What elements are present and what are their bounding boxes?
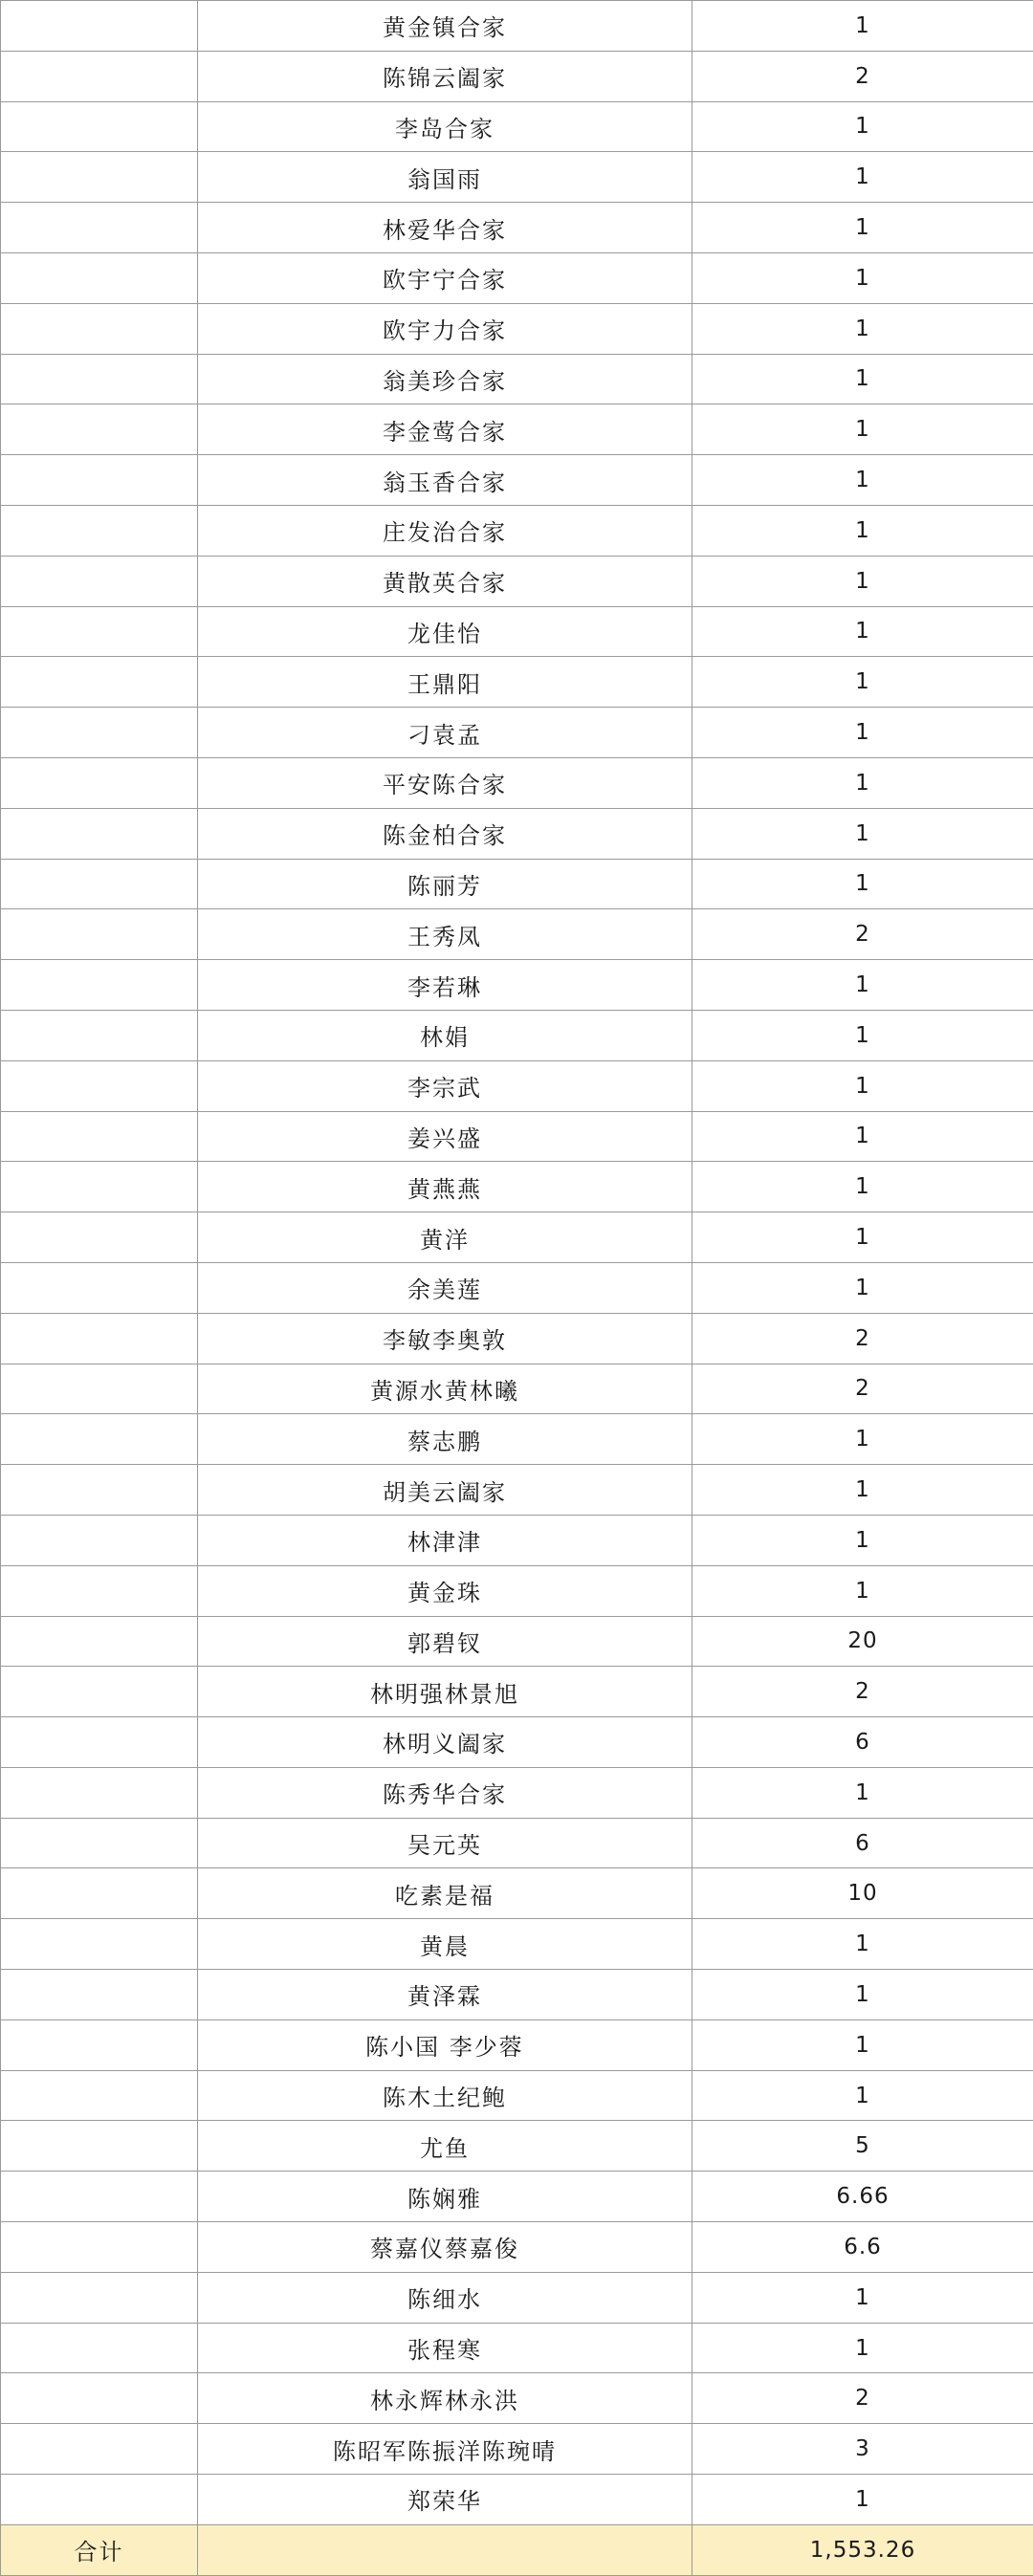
donor-name: 林津津 xyxy=(198,1515,692,1565)
donor-name: 黄金珠 xyxy=(198,1565,692,1616)
donor-name: 王秀凤 xyxy=(198,909,692,960)
row-index-cell xyxy=(1,2222,198,2273)
table-row xyxy=(1,1970,1033,2020)
donation-amount: 2 xyxy=(692,909,1033,960)
table-row xyxy=(1,303,1033,354)
row-index-cell xyxy=(1,2424,198,2475)
row-index-cell xyxy=(1,404,198,455)
table-row xyxy=(1,2424,1033,2475)
row-index-cell xyxy=(1,2070,198,2121)
donation-amount: 3 xyxy=(692,2424,1033,2475)
row-index-cell xyxy=(1,203,198,253)
row-index-cell xyxy=(1,252,198,303)
row-index-cell xyxy=(1,1717,198,1768)
donor-name: 庄发治合家 xyxy=(198,505,692,556)
row-index-cell xyxy=(1,960,198,1011)
donor-name: 欧宇宁合家 xyxy=(198,252,692,303)
row-index-cell xyxy=(1,1060,198,1111)
donor-name: 黄散英合家 xyxy=(198,556,692,606)
donation-amount: 1 xyxy=(692,1060,1033,1111)
table-row xyxy=(1,152,1033,203)
donation-amount: 1 xyxy=(692,1162,1033,1212)
table-row xyxy=(1,1919,1033,1970)
donation-amount: 1 xyxy=(692,252,1033,303)
table-row xyxy=(1,1717,1033,1768)
total-label: 合计 xyxy=(1,2524,198,2575)
row-index-cell xyxy=(1,757,198,808)
donation-amount: 10 xyxy=(692,1868,1033,1919)
table-row xyxy=(1,2121,1033,2172)
donation-amount: 1 xyxy=(692,808,1033,859)
donor-name: 林娟 xyxy=(198,1010,692,1060)
donation-amount: 2 xyxy=(692,1667,1033,1717)
donation-amount: 1 xyxy=(692,1010,1033,1060)
donation-amount: 1 xyxy=(692,101,1033,152)
total-name xyxy=(198,2524,692,2575)
row-index-cell xyxy=(1,1465,198,1516)
donor-name: 陈丽芳 xyxy=(198,859,692,909)
donation-amount: 5 xyxy=(692,2121,1033,2172)
donor-name: 吴元英 xyxy=(198,1818,692,1868)
row-index-cell xyxy=(1,1868,198,1919)
table-row xyxy=(1,1162,1033,1212)
donation-amount: 1 xyxy=(692,2070,1033,2121)
row-index-cell xyxy=(1,1970,198,2020)
row-index-cell xyxy=(1,556,198,606)
donation-amount: 1 xyxy=(692,1,1033,52)
row-index-cell xyxy=(1,909,198,960)
table-row xyxy=(1,1111,1033,1162)
table-row xyxy=(1,2019,1033,2070)
donor-name: 陈木土纪鲍 xyxy=(198,2070,692,2121)
table-row xyxy=(1,708,1033,758)
donor-name: 李若琳 xyxy=(198,960,692,1011)
donor-name: 黄源水黄林曦 xyxy=(198,1364,692,1414)
table-row xyxy=(1,1212,1033,1263)
donor-name: 郭碧钗 xyxy=(198,1616,692,1667)
row-index-cell xyxy=(1,51,198,101)
row-index-cell xyxy=(1,1313,198,1364)
donor-name: 龙佳怡 xyxy=(198,606,692,657)
row-index-cell xyxy=(1,1414,198,1465)
donation-amount: 1 xyxy=(692,859,1033,909)
table-row xyxy=(1,808,1033,859)
donation-amount: 1 xyxy=(692,1465,1033,1516)
table-row xyxy=(1,757,1033,808)
table-row xyxy=(1,909,1033,960)
table-row xyxy=(1,657,1033,708)
row-index-cell xyxy=(1,2475,198,2525)
donation-amount: 2 xyxy=(692,51,1033,101)
table-row xyxy=(1,404,1033,455)
donation-amount: 2 xyxy=(692,1313,1033,1364)
donation-amount: 1 xyxy=(692,455,1033,506)
donation-amount: 1 xyxy=(692,1515,1033,1565)
donation-amount: 1 xyxy=(692,2272,1033,2323)
donation-amount: 1 xyxy=(692,1414,1033,1465)
donor-name: 吃素是福 xyxy=(198,1868,692,1919)
donation-amount: 1 xyxy=(692,657,1033,708)
row-index-cell xyxy=(1,1616,198,1667)
table-row xyxy=(1,2475,1033,2525)
table-row xyxy=(1,2172,1033,2222)
donor-name: 陈昭军陈振洋陈琬晴 xyxy=(198,2424,692,2475)
table-row xyxy=(1,2323,1033,2373)
table-row xyxy=(1,1465,1033,1516)
table-row xyxy=(1,1868,1033,1919)
donation-amount: 1 xyxy=(692,757,1033,808)
donation-amount: 1 xyxy=(692,203,1033,253)
row-index-cell xyxy=(1,2172,198,2222)
total-amount: 1,553.26 xyxy=(692,2524,1033,2575)
table-row xyxy=(1,1414,1033,1465)
row-index-cell xyxy=(1,101,198,152)
donor-name: 黄金镇合家 xyxy=(198,1,692,52)
donation-amount: 1 xyxy=(692,354,1033,404)
row-index-cell xyxy=(1,1111,198,1162)
donation-amount: 6 xyxy=(692,1717,1033,1768)
donation-amount: 1 xyxy=(692,2019,1033,2070)
row-index-cell xyxy=(1,455,198,506)
row-index-cell xyxy=(1,808,198,859)
donation-amount: 2 xyxy=(692,1364,1033,1414)
donor-name: 翁国雨 xyxy=(198,152,692,203)
table-row xyxy=(1,252,1033,303)
row-index-cell xyxy=(1,354,198,404)
donation-amount: 1 xyxy=(692,505,1033,556)
donation-amount: 1 xyxy=(692,556,1033,606)
row-index-cell xyxy=(1,505,198,556)
table-row xyxy=(1,1767,1033,1818)
donor-name: 陈娴雅 xyxy=(198,2172,692,2222)
table-row xyxy=(1,1364,1033,1414)
row-index-cell xyxy=(1,303,198,354)
donation-amount: 1 xyxy=(692,1767,1033,1818)
table-row xyxy=(1,1010,1033,1060)
donor-name: 张程寒 xyxy=(198,2323,692,2373)
donor-name: 李岛合家 xyxy=(198,101,692,152)
donation-amount: 20 xyxy=(692,1616,1033,1667)
donor-name: 黄泽霖 xyxy=(198,1970,692,2020)
donor-name: 陈金柏合家 xyxy=(198,808,692,859)
row-index-cell xyxy=(1,1162,198,1212)
donor-name: 李金莺合家 xyxy=(198,404,692,455)
table-row xyxy=(1,606,1033,657)
table-row xyxy=(1,2373,1033,2424)
row-index-cell xyxy=(1,1667,198,1717)
donation-amount: 1 xyxy=(692,708,1033,758)
donor-name: 平安陈合家 xyxy=(198,757,692,808)
row-index-cell xyxy=(1,2323,198,2373)
table-row xyxy=(1,859,1033,909)
donor-name: 李敏李奥敦 xyxy=(198,1313,692,1364)
donor-name: 林永辉林永洪 xyxy=(198,2373,692,2424)
donation-amount: 1 xyxy=(692,2475,1033,2525)
table-row xyxy=(1,1818,1033,1868)
donation-amount: 6 xyxy=(692,1818,1033,1868)
row-index-cell xyxy=(1,152,198,203)
donation-amount: 1 xyxy=(692,1111,1033,1162)
donation-amount: 1 xyxy=(692,1212,1033,1263)
donation-amount: 1 xyxy=(692,2323,1033,2373)
donation-amount: 2 xyxy=(692,2373,1033,2424)
row-index-cell xyxy=(1,1212,198,1263)
donation-amount: 1 xyxy=(692,303,1033,354)
donor-name: 陈细水 xyxy=(198,2272,692,2323)
donor-name: 陈小国 李少蓉 xyxy=(198,2019,692,2070)
donor-name: 林明义阖家 xyxy=(198,1717,692,1768)
donor-name: 黄燕燕 xyxy=(198,1162,692,1212)
row-index-cell xyxy=(1,1,198,52)
total-row xyxy=(1,2524,1033,2575)
donor-name: 陈锦云阖家 xyxy=(198,51,692,101)
donor-name: 黄晨 xyxy=(198,1919,692,1970)
table-row xyxy=(1,51,1033,101)
row-index-cell xyxy=(1,1515,198,1565)
table-row xyxy=(1,1515,1033,1565)
donor-name: 翁美珍合家 xyxy=(198,354,692,404)
donor-name: 王鼎阳 xyxy=(198,657,692,708)
donor-name: 余美莲 xyxy=(198,1262,692,1313)
row-index-cell xyxy=(1,2373,198,2424)
donation-amount: 1 xyxy=(692,152,1033,203)
row-index-cell xyxy=(1,2272,198,2323)
row-index-cell xyxy=(1,1565,198,1616)
donor-name: 郑荣华 xyxy=(198,2475,692,2525)
donor-name: 黄洋 xyxy=(198,1212,692,1263)
table-row xyxy=(1,1313,1033,1364)
donation-amount: 6.6 xyxy=(692,2222,1033,2273)
donation-amount: 1 xyxy=(692,960,1033,1011)
donation-amount: 1 xyxy=(692,1919,1033,1970)
donor-name: 蔡志鹏 xyxy=(198,1414,692,1465)
row-index-cell xyxy=(1,708,198,758)
row-index-cell xyxy=(1,1364,198,1414)
donor-name: 陈秀华合家 xyxy=(198,1767,692,1818)
donor-name: 李宗武 xyxy=(198,1060,692,1111)
row-index-cell xyxy=(1,859,198,909)
table-row xyxy=(1,1565,1033,1616)
table-row xyxy=(1,101,1033,152)
table-row xyxy=(1,2222,1033,2273)
donor-name: 蔡嘉仪蔡嘉俊 xyxy=(198,2222,692,2273)
table-row xyxy=(1,1,1033,52)
table-row xyxy=(1,1667,1033,1717)
row-index-cell xyxy=(1,606,198,657)
donor-name: 林爱华合家 xyxy=(198,203,692,253)
donor-name: 欧宇力合家 xyxy=(198,303,692,354)
table-row xyxy=(1,556,1033,606)
donation-amount: 1 xyxy=(692,404,1033,455)
donor-name: 尤鱼 xyxy=(198,2121,692,2172)
donation-rows xyxy=(1,1,1033,2525)
row-index-cell xyxy=(1,1818,198,1868)
table-row xyxy=(1,505,1033,556)
row-index-cell xyxy=(1,2019,198,2070)
row-index-cell xyxy=(1,2121,198,2172)
donor-name: 姜兴盛 xyxy=(198,1111,692,1162)
table-row xyxy=(1,203,1033,253)
donation-amount: 6.66 xyxy=(692,2172,1033,2222)
row-index-cell xyxy=(1,657,198,708)
table-row xyxy=(1,1262,1033,1313)
row-index-cell xyxy=(1,1767,198,1818)
row-index-cell xyxy=(1,1919,198,1970)
donor-name: 林明强林景旭 xyxy=(198,1667,692,1717)
donor-name: 胡美云阖家 xyxy=(198,1465,692,1516)
donation-amount: 1 xyxy=(692,606,1033,657)
row-index-cell xyxy=(1,1010,198,1060)
donation-amount: 1 xyxy=(692,1970,1033,2020)
table-row xyxy=(1,354,1033,404)
donation-amount: 1 xyxy=(692,1262,1033,1313)
donation-amount: 1 xyxy=(692,1565,1033,1616)
table-row xyxy=(1,1060,1033,1111)
donor-name: 刁袁孟 xyxy=(198,708,692,758)
table-row xyxy=(1,455,1033,506)
donor-name: 翁玉香合家 xyxy=(198,455,692,506)
table-row xyxy=(1,960,1033,1011)
row-index-cell xyxy=(1,1262,198,1313)
table-row xyxy=(1,2070,1033,2121)
table-row xyxy=(1,1616,1033,1667)
table-row xyxy=(1,2272,1033,2323)
